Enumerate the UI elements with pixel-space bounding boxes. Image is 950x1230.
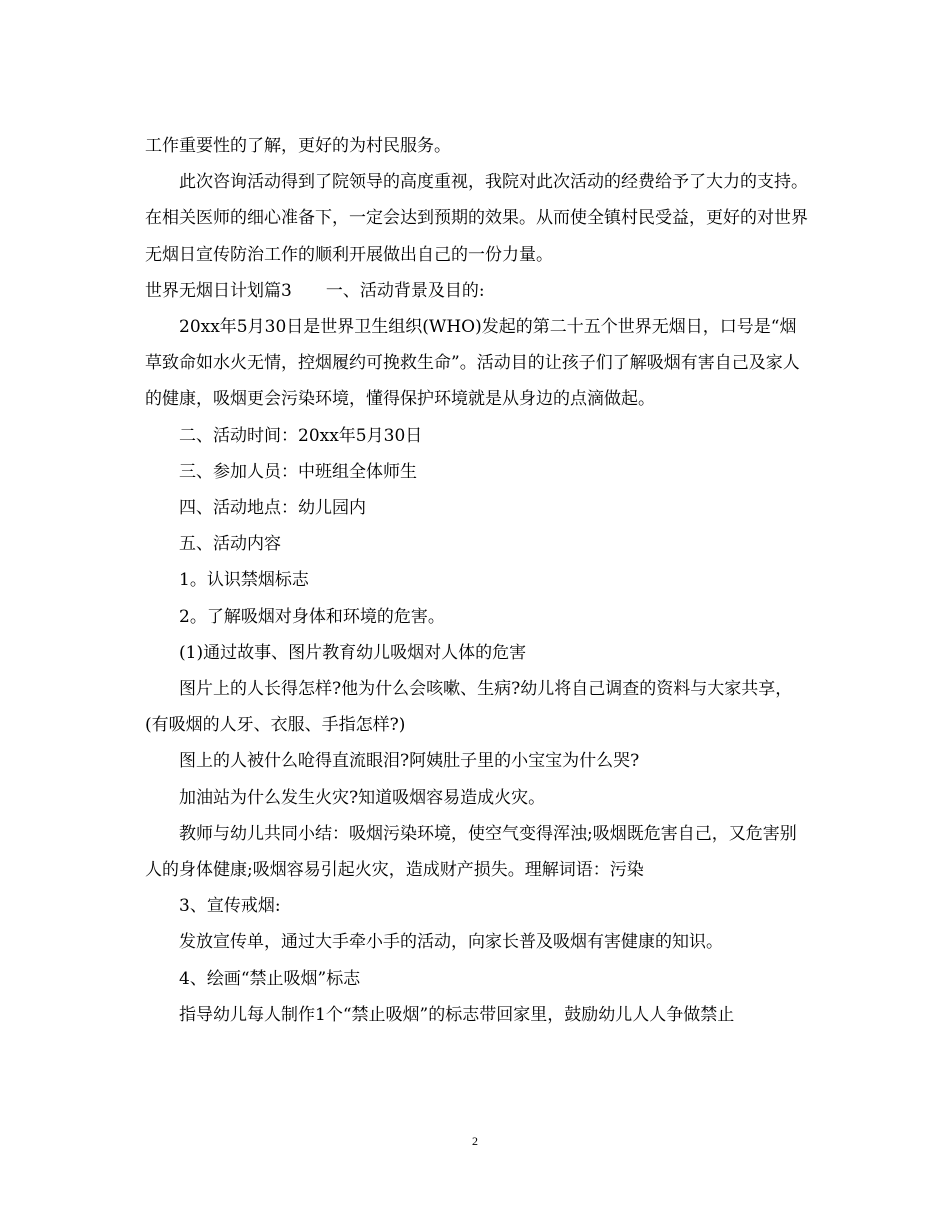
paragraph-background: 20xx年5月30日是世界卫生组织(WHO)发起的第二十五个世界无烟日，口号是“烟草致命如水火无情，控烟履约可挽救生命”。活动目的让孩子们了解吸烟有害自己及家人的健康，吸烟更会污染环境，懂得保护环境就是从身边的点滴做起。 [145, 317, 800, 410]
paragraph-time: 二、活动时间：20xx年5月30日 [179, 425, 423, 446]
paragraph-2: 此次咨询活动得到了院领导的高度重视，我院对此次活动的经费给予了大力的支持。在相关医师的细心准备下，一定会达到预期的效果。从而使全镇村民受益，更好的对世界无烟日宣传防治工作的顺利开展做出自己的一份力量。 [145, 172, 808, 265]
section-heading-plan-3: 世界无烟日计划篇3 一、活动背景及目的: [145, 280, 485, 301]
paragraph-questions-2: 图上的人被什么呛得直流眼泪?阿姨肚子里的小宝宝为什么哭? [179, 751, 640, 772]
page-number: 2 [472, 1134, 478, 1148]
paragraph-guidance: 指导幼儿每人制作1个“禁止吸烟”的标志带回家里，鼓励幼儿人人争做禁止 [179, 1004, 735, 1025]
list-item-2-1: (1)通过故事、图片教育幼儿吸烟对人体的危害 [179, 642, 527, 663]
list-item-1: 1。认识禁烟标志 [179, 570, 309, 591]
paragraph-leaflets: 发放宣传单，通过大手牵小手的活动，向家长普及吸烟有害健康的知识。 [179, 932, 723, 953]
paragraph-content-heading: 五、活动内容 [179, 534, 281, 555]
paragraph-1: 工作重要性的了解，更好的为村民服务。 [145, 136, 451, 156]
paragraph-location: 四、活动地点：幼儿园内 [179, 498, 366, 519]
list-item-2: 2。了解吸烟对身体和环境的危害。 [179, 606, 445, 627]
paragraph-questions-1: 图片上的人长得怎样?他为什么会咳嗽、生病?幼儿将自己调查的资料与大家共享，(有吸烟的人牙、衣服、手指怎样?) [145, 679, 793, 736]
paragraph-questions-3: 加油站为什么发生火灾?知道吸烟容易造成火灾。 [179, 787, 546, 808]
paragraph-participants: 三、参加人员：中班组全体师生 [179, 461, 417, 482]
body-text [145, 128, 810, 1033]
list-item-3: 3、宣传戒烟: [179, 896, 281, 917]
paragraph-summary: 教师与幼儿共同小结：吸烟污染环境，使空气变得浑浊;吸烟既危害自己，又危害别人的身体健康;吸烟容易引起火灾，造成财产损失。理解词语：污染 [145, 823, 797, 881]
list-item-4: 4、绘画“禁止吸烟”标志 [179, 968, 361, 989]
